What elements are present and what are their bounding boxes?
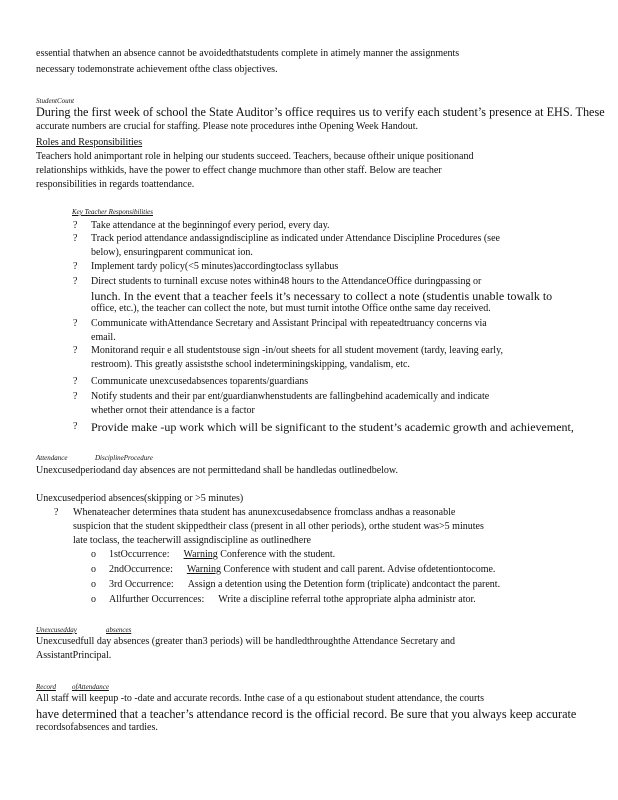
roles-line-2: relationships withkids, have the power to effect change muchmore than other staff. Below are teacher [36, 165, 442, 176]
responsibility-item-line: below), ensuringparent communicat ion. [91, 246, 253, 258]
occurrence-circle: o [91, 594, 96, 605]
bullet-mark: ? [73, 220, 78, 231]
attendance-line-1: Unexcusedperiodand day absences are not permittedand shall be handledas outlinedbelow. [36, 465, 399, 476]
unexcused-period-bullet: ? [54, 507, 59, 518]
key-responsibilities-heading: Key Teacher Responsibilities [72, 208, 154, 216]
responsibility-item-line: Communicate withAttendance Secretary and Assistant Principal with repeatedtruancy concerns via [91, 318, 487, 329]
responsibility-item-line: lunch. In the event that a teacher feels it’s necessary to collect a note (studentis unable towalk to [91, 288, 553, 303]
record-heading-a: Record [36, 683, 56, 691]
unexcused-period-heading: Unexcusedperiod absences(skipping or >5 minutes) [36, 493, 244, 504]
responsibility-item-line: whether ornot their attendance is a factor [91, 404, 255, 416]
student-count-heading: StudentCount [36, 97, 75, 105]
responsibility-item-line: Monitorand requir e all studentstouse sign -in/out sheets for all student movement (tardy, leaving early, [91, 345, 503, 356]
occurrence-text: Write a discipline referral tothe appropriate alpha administr ator. [218, 594, 476, 605]
student-count-line-2: accurate numbers are crucial for staffing. Please note procedures inthe Opening Week Handout. [36, 121, 419, 132]
occurrence-text: Assign a detention using the Detention form (triplicate) andcontact the parent. [187, 579, 501, 590]
bullet-mark: ? [73, 421, 78, 432]
bullet-mark: ? [73, 318, 78, 329]
attendance-heading-a: Attendance [36, 454, 68, 462]
occurrence-text: Conference with student and call parent. Advise ofdetentiontocome. [221, 564, 496, 575]
occurrence-label: 2ndOccurrence: [109, 564, 173, 575]
occurrence-circle: o [91, 579, 96, 590]
unexcused-day-heading-b: absences [106, 626, 132, 634]
roles-heading: Roles and Responsibilities [36, 137, 143, 148]
intro-line-2: necessary todemonstrate achievement ofthe class objectives. [36, 64, 278, 75]
responsibility-item-line: Implement tardy policy(<5 minutes)accordingtoclass syllabus [91, 261, 339, 272]
responsibility-item-line: Take attendance at the beginningof every period, every day. [91, 220, 330, 231]
occurrence-label: 3rd Occurrence: [109, 579, 174, 590]
unexcused-period-line-1: Whenateacher determines thata student has anunexcusedabsence fromclass andhas a reasonable [73, 507, 456, 518]
occurrence-row [109, 549, 335, 561]
responsibility-item-line: Communicate unexcusedabsences toparents/guardians [91, 376, 309, 387]
unexcused-period-line-2: suspicion that the student skippedtheir class (present in all other periods), orthe student was>5 minutes [73, 521, 484, 532]
intro-line-1: essential thatwhen an absence cannot be avoidedthatstudents complete in atimely manner the assignments [36, 48, 460, 59]
bullet-mark: ? [73, 345, 78, 356]
unexcused-day-line-1: Unexcusedfull day absences (greater than3 periods) will be handledthroughthe Attendance Secretary and [36, 636, 456, 647]
record-line-2: have determined that a teacher’s attendance record is the official record. Be sure that you always keep accurate [36, 707, 577, 721]
responsibility-item-line: Provide make -up work which will be significant to the student’s academic growth and achievement, [91, 420, 574, 434]
responsibility-item-line: email. [91, 331, 116, 343]
occurrence-row [109, 564, 495, 576]
responsibility-item-line: restroom). This greatly assiststhe school indeterminingskipping, vandalism, etc. [91, 358, 410, 370]
responsibility-item-line: Direct students to turninall excuse notes within48 hours to the AttendanceOffice duringpassing or [91, 276, 482, 287]
occurrence-row [109, 594, 476, 606]
bullet-mark: ? [73, 376, 78, 387]
bullet-mark: ? [73, 391, 78, 402]
attendance-heading-b: DisciplineProcedure [95, 454, 153, 462]
student-count-line-1: During the first week of school the State Auditor’s office requires us to verify each student’s presence at EHS. These [36, 105, 605, 119]
record-line-3: recordsofabsences and tardies. [36, 722, 158, 733]
unexcused-period-line-3: late toclass, the teacherwill assigndiscipline as outlinedhere [73, 535, 311, 546]
responsibility-item-line: office, etc.), the teacher can collect the note, but must turnit intothe Office onthe same day received. [91, 303, 491, 314]
occurrence-label: 1stOccurrence: [109, 549, 170, 560]
roles-line-3: responsibilities in regards toattendance. [36, 179, 195, 190]
unexcused-day-line-2: AssistantPrincipal. [36, 650, 112, 661]
record-line-1: All staff will keepup -to -date and accurate records. Inthe case of a qu estionabout student attendance, the courts [36, 693, 484, 704]
occurrence-warning: Warning [183, 549, 218, 560]
responsibility-item-line: Notify students and their par ent/guardianwhenstudents are fallingbehind academically and indicate [91, 391, 490, 402]
unexcused-day-heading-a: Unexcusedday [36, 626, 77, 634]
occurrence-circle: o [91, 564, 96, 575]
occurrence-circle: o [91, 549, 96, 560]
roles-line-1: Teachers hold animportant role in helping our students succeed. Teachers, because oftheir unique positionand [36, 151, 474, 162]
occurrence-text: Conference with the student. [217, 549, 336, 560]
occurrence-warning: Warning [186, 564, 222, 575]
record-heading-b: ofAttendance [72, 683, 109, 691]
occurrence-row [109, 579, 500, 591]
bullet-mark: ? [73, 276, 78, 287]
bullet-mark: ? [73, 261, 78, 272]
responsibility-item-line: Track period attendance andassigndiscipline as indicated under Attendance Discipline Procedures (see [91, 233, 500, 244]
occurrence-label: Allfurther Occurrences: [109, 594, 205, 605]
bullet-mark: ? [73, 233, 78, 244]
